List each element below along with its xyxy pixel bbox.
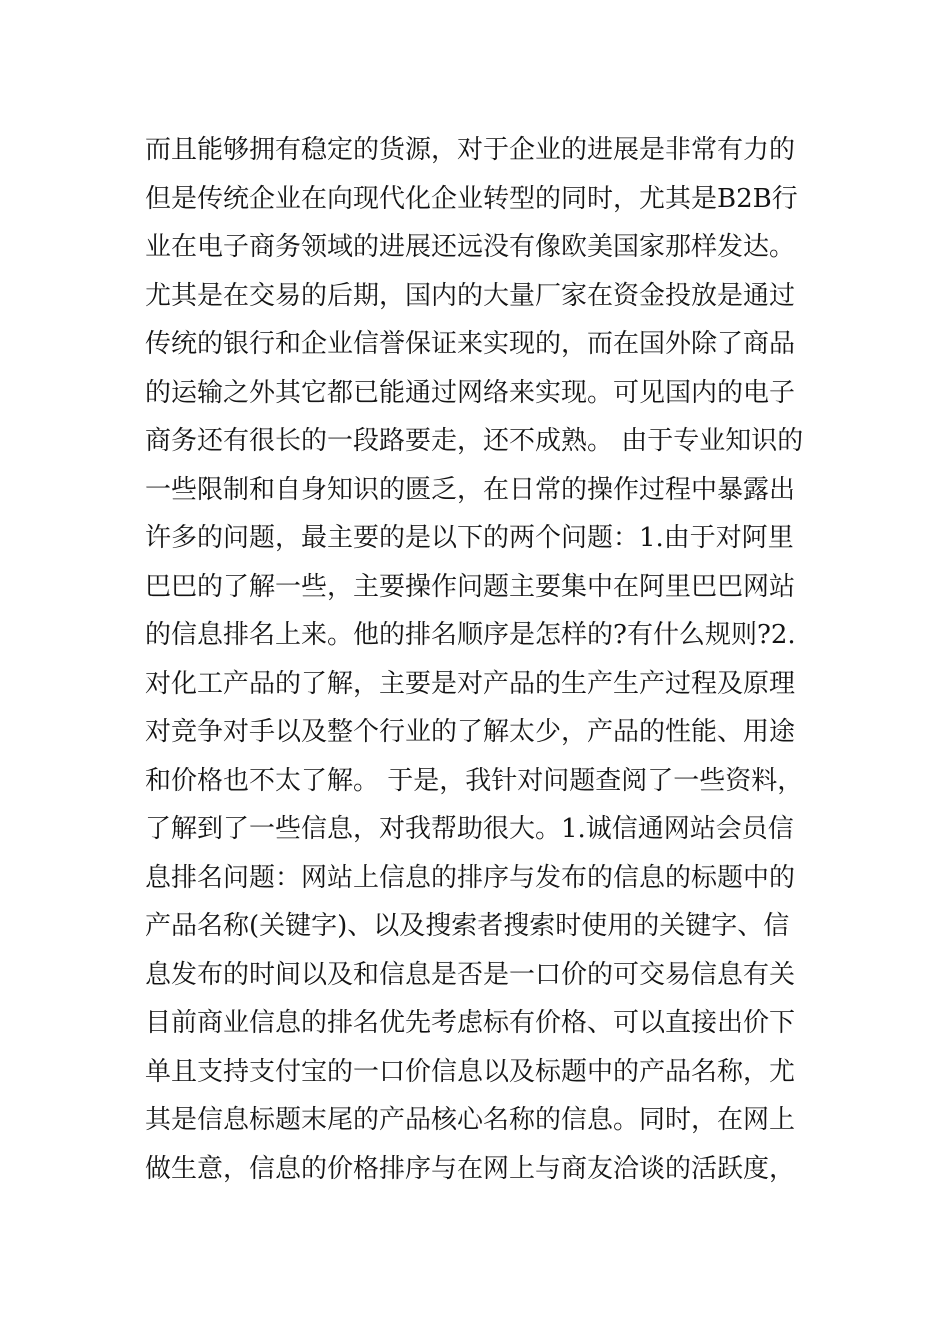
- text-line: 一些限制和自身知识的匮乏，在日常的操作过程中暴露出: [145, 474, 796, 505]
- text-line: 但是传统企业在向现代化企业转型的同时，尤其是B2B行: [145, 183, 798, 214]
- text-line: 而且能够拥有稳定的货源，对于企业的进展是非常有力的: [145, 135, 796, 165]
- text-line: 尤其是在交易的后期，国内的大量厂家在资金投放是通过: [145, 280, 796, 311]
- text-line: 对竞争对手以及整个行业的了解太少，产品的性能、用途: [145, 717, 796, 747]
- text-line: 业在电子商务领域的进展还远没有像欧美国家那样发达。: [145, 232, 796, 262]
- text-line: 其是信息标题末尾的产品核心名称的信息。同时，在网上: [145, 1105, 796, 1135]
- text-line: 息发布的时间以及和信息是否是一口价的可交易信息有关: [145, 959, 796, 990]
- text-line: 了解到了一些信息，对我帮助很大。1.诚信通网站会员信: [145, 814, 794, 844]
- text-line: 息排名问题：网站上信息的排序与发布的信息的标题中的: [145, 862, 796, 893]
- text-line: 对化工产品的了解，主要是对产品的生产生产过程及原理: [145, 668, 796, 699]
- text-line: 和价格也不太了解。 于是，我针对问题查阅了一些资料，: [145, 765, 804, 796]
- text-line: 的运输之外其它都已能通过网络来实现。可见国内的电子: [145, 377, 796, 408]
- text-line: 传统的银行和企业信誉保证来实现的，而在国外除了商品: [145, 329, 796, 359]
- text-line: 的信息排名上来。他的排名顺序是怎样的?有什么规则?2.: [145, 620, 796, 650]
- text-line: 产品名称(关键字)、以及搜索者搜索时使用的关键字、信: [145, 911, 790, 941]
- text-line: 商务还有很长的一段路要走，还不成熟。 由于专业知识的: [145, 426, 804, 456]
- text-line: 单且支持支付宝的一口价信息以及标题中的产品名称，尤: [145, 1056, 796, 1087]
- body-text: [145, 126, 825, 1193]
- text-line: 许多的问题，最主要的是以下的两个问题：1.由于对阿里: [145, 523, 794, 553]
- text-line: 做生意，信息的价格排序与在网上与商友洽谈的活跃度，: [145, 1153, 796, 1184]
- text-line: 巴巴的了解一些，主要操作问题主要集中在阿里巴巴网站: [145, 571, 796, 602]
- text-line: 目前商业信息的排名优先考虑标有价格、可以直接出价下: [145, 1008, 796, 1038]
